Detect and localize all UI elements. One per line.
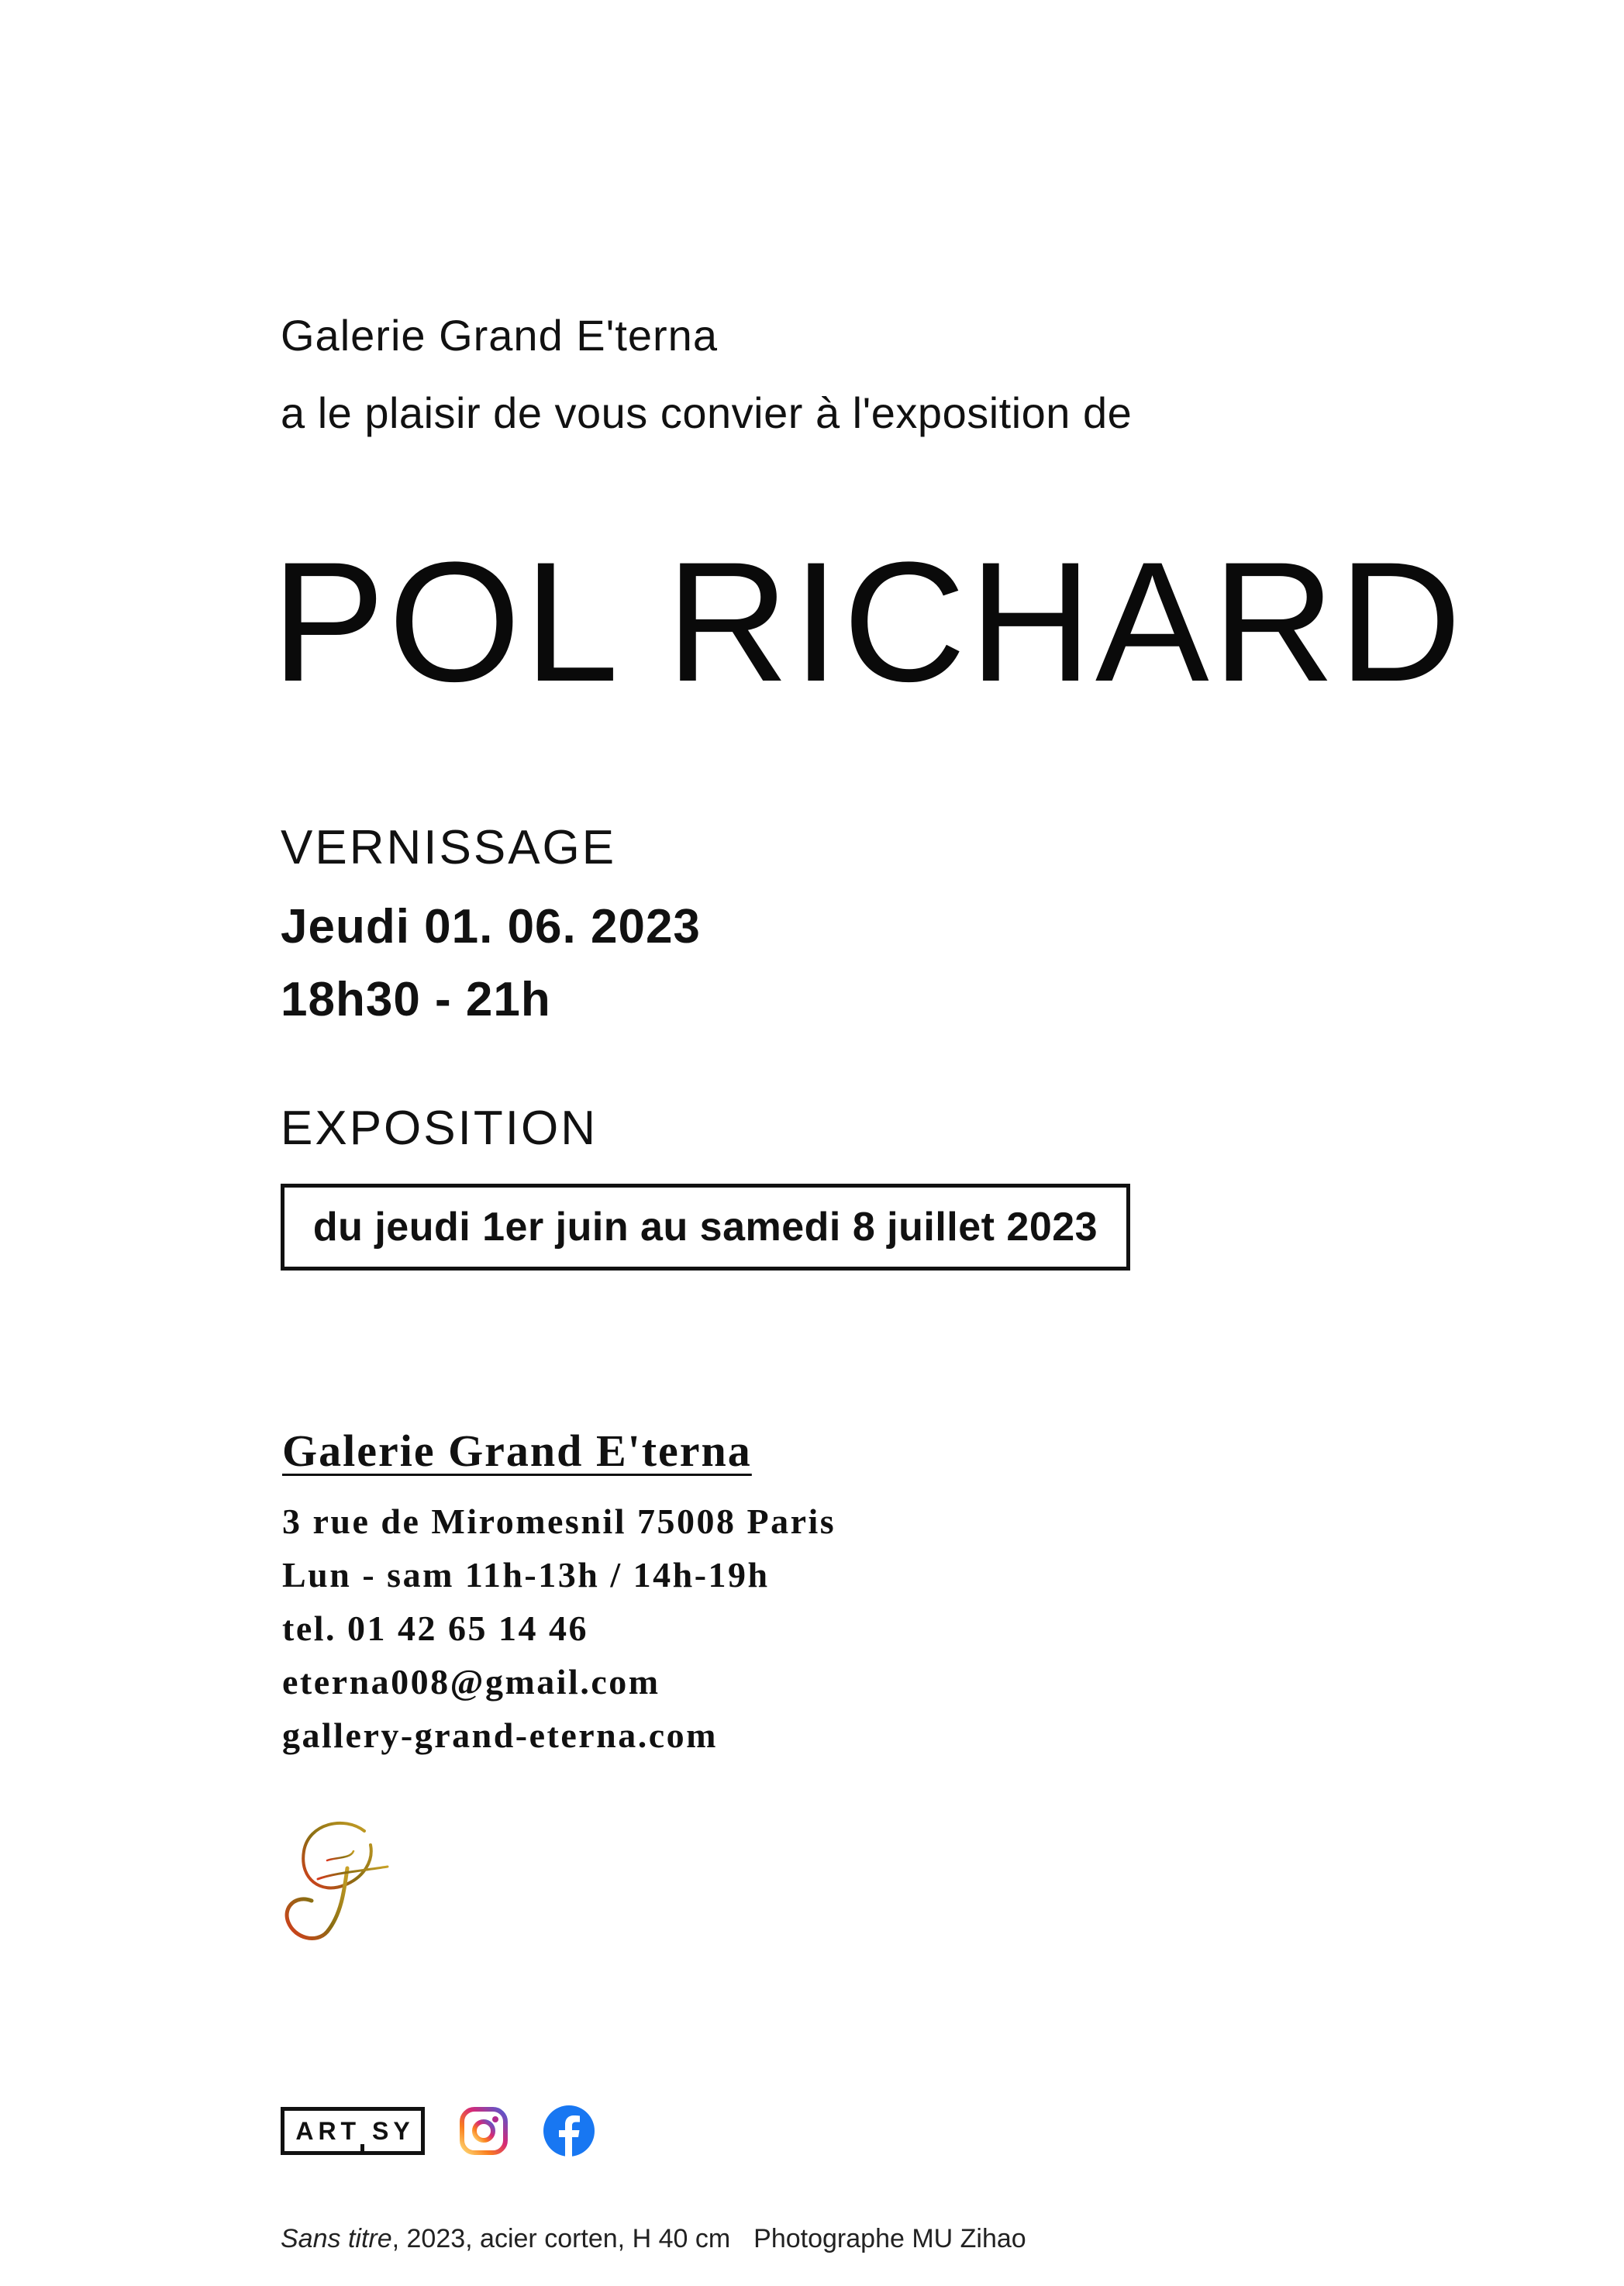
vernissage-heading: VERNISSAGE: [281, 821, 617, 874]
gallery-phone[interactable]: tel. 01 42 65 14 46: [282, 1608, 589, 1648]
gallery-contact-list: [282, 1495, 836, 1762]
gallery-name-link[interactable]: Galerie Grand E'terna: [282, 1426, 752, 1476]
gallery-website[interactable]: gallery-grand-eterna.com: [282, 1715, 719, 1755]
intro-invitation-line: a le plaisir de vous convier à l'exposition de: [281, 388, 1133, 437]
vernissage-date: Jeudi 01. 06. 2023: [281, 900, 701, 953]
social-links-row: [281, 2104, 595, 2158]
artwork-caption: [281, 2224, 1026, 2254]
gallery-monogram-logo: [273, 1814, 397, 1946]
artwork-title: Sans titre: [281, 2224, 392, 2253]
intro-gallery-line: Galerie Grand E'terna: [281, 311, 718, 360]
gallery-address: 3 rue de Miromesnil 75008 Paris: [282, 1502, 836, 1541]
exposition-dates-box: [281, 1184, 1130, 1271]
artwork-details: , 2023, acier corten, H 40 cm: [391, 2224, 731, 2253]
facebook-icon[interactable]: [543, 2105, 595, 2157]
photo-credit: Photographe MU Zihao: [753, 2224, 1026, 2253]
vernissage-time: 18h30 - 21h: [281, 973, 551, 1026]
artsy-logo[interactable]: [281, 2107, 425, 2155]
gallery-hours: Lun - sam 11h-13h / 14h-19h: [282, 1555, 770, 1595]
exposition-dates: du jeudi 1er juin au samedi 8 juillet 2023: [312, 1205, 1098, 1250]
instagram-icon[interactable]: [457, 2105, 510, 2157]
artsy-logo-label: ART SY: [295, 2116, 415, 2145]
gallery-email[interactable]: eterna008@gmail.com: [282, 1662, 660, 1702]
exposition-heading: EXPOSITION: [281, 1102, 598, 1155]
artist-name-title: POL RICHARD: [271, 526, 1465, 717]
